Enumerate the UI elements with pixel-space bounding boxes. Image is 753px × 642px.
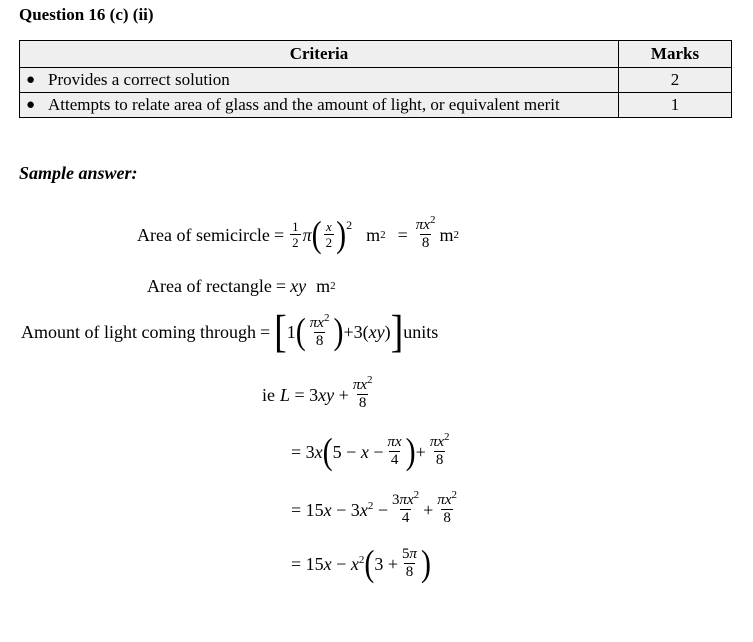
criteria-text: Attempts to relate area of glass and the amount of light, or equivalent merit [48, 95, 560, 114]
ie-label: ie [262, 384, 275, 405]
question-heading: Question 16 (c) (ii) [19, 5, 154, 24]
marking-criteria-table [19, 40, 732, 118]
marks-value: 1 [619, 93, 732, 118]
criteria-text: Provides a correct solution [48, 70, 230, 89]
light-label: Amount of light coming through [21, 322, 256, 342]
step-line-1: = 3x ( 5 − x − $\frac{\pi x}{4}$ ) + $\frac{\pi x^2}{8}$ [291, 430, 450, 472]
bullet-icon: ● [26, 72, 36, 88]
marks-header: Marks [619, 41, 732, 68]
table-row [20, 93, 732, 118]
unit-m: m [316, 276, 331, 296]
criteria-header: Criteria [20, 41, 619, 68]
semicircle-area-line: Area of semicircle = $\frac{1}{2}$ π ( $\frac{x}{2}$ ) $^2$ m 2 = $\frac{\pi x^2}{8}$ m 2 [137, 213, 459, 255]
rectangle-area-line: Area of rectangle = xy m 2 [147, 276, 336, 296]
table-header-row [20, 41, 732, 68]
bullet-icon: ● [26, 97, 36, 113]
units-label: units [403, 322, 439, 342]
table-row [20, 68, 732, 93]
step-line-2: = $15x - 3x^2$ − $\frac{3\pi x^2}{4}$ + $\frac{\pi x^2}{8}$ [291, 489, 457, 526]
marks-value: 2 [619, 68, 732, 93]
ie-line: ie L = 3xy + $\frac{\pi x^2}{8}$ [262, 374, 373, 411]
sample-answer-label: Sample answer: [19, 163, 138, 183]
step-line-3: = $15x - x^2$ ( 3 + $\frac{5\pi}{8}$ ) [291, 542, 431, 584]
light-amount-line: Amount of light coming through = [ 1 ( $\frac{\pi x^2}{8}$ ) +3(xy) ] units [21, 306, 439, 358]
rectangle-label: Area of rectangle [147, 276, 272, 296]
unit-m: m [366, 224, 381, 245]
semicircle-label: Area of semicircle [137, 224, 270, 245]
unit-m: m [439, 224, 454, 245]
